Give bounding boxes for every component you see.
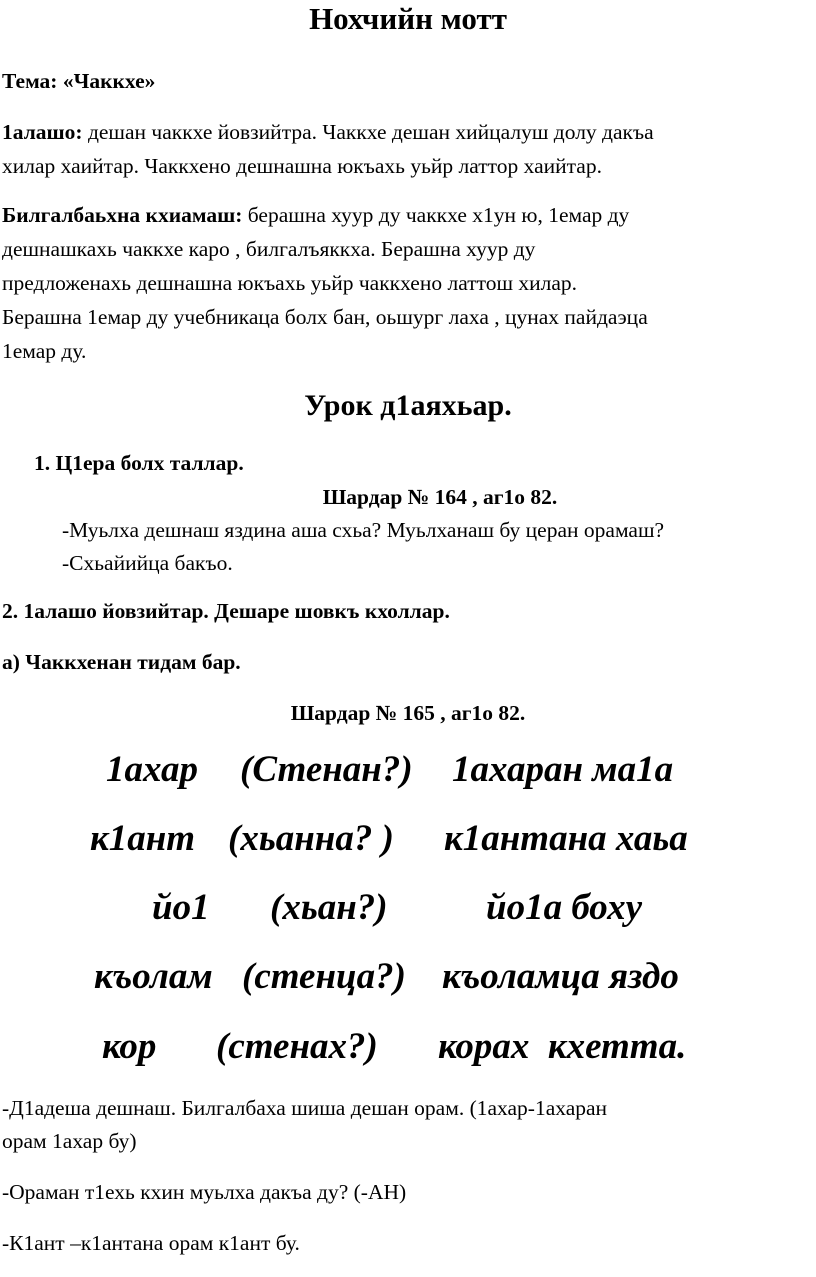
- word-form: к1антана хаьа: [444, 818, 688, 859]
- goal-text: дешан чаккхе йовзийтра. Чаккхе дешан хийцалуш долу дакъа: [82, 120, 654, 144]
- note-line1: -Д1адеша дешнаш. Билгалбаха шиша дешан орам. (1ахар-1ахаран: [2, 1096, 608, 1120]
- methods-line4: Берашна 1емар ду учебникаца болх бан, оьшург лаха , цунах пайдаэца: [2, 305, 648, 329]
- word-question: (стенца?): [242, 956, 406, 997]
- word-base: къолам: [94, 956, 213, 997]
- item1-label: 1. Ц1ера болх таллар.: [34, 451, 244, 475]
- item1-question2: -Схьайийца бакъо.: [62, 551, 233, 575]
- word-question: (Стенан?): [240, 749, 413, 790]
- item1-task: Шардар № 164 , аг1о 82.: [322, 485, 558, 509]
- goal-label: 1алашо:: [2, 120, 83, 144]
- methods-line3: предложенахь дешнашна юкъахь уьйр чаккхено латтош хилар.: [2, 271, 578, 295]
- item2-heading: 2. 1алашо йовзийтар. Дешаре шовкъ кхоллар.: [2, 599, 450, 623]
- methods-line1: [2, 198, 810, 232]
- word-form: къоламца яздо: [442, 956, 679, 997]
- goal-text-line2: хилар хаийтар. Чаккхено дешнашна юкъахь уьйр латтор хаийтар.: [2, 154, 602, 178]
- methods-line5: 1емар ду.: [2, 339, 87, 363]
- methods-line2: дешнашкахь чаккхе каро , билгалъяккха. Берашна хуур ду: [2, 237, 536, 261]
- word-question: (хьанна? ): [228, 818, 394, 859]
- item2a-heading: а) Чаккхенан тидам бар.: [2, 650, 241, 674]
- word-base: кор: [102, 1026, 157, 1067]
- note-line1-cont: орам 1ахар бу): [2, 1129, 137, 1153]
- word-form: 1ахаран ма1а: [452, 749, 674, 790]
- lesson-heading: Урок д1аяхьар.: [304, 389, 512, 422]
- word-base: 1ахар: [106, 749, 199, 790]
- word-form: корах кхетта.: [438, 1026, 687, 1067]
- item2-task: Шардар № 165 , аг1о 82.: [290, 701, 526, 725]
- note-line3: -К1ант –к1антана орам к1ант бу.: [2, 1231, 300, 1255]
- document-title: Нохчийн мотт: [309, 1, 507, 36]
- methods-label: Билгалбаьхна кхиамаш:: [2, 203, 243, 227]
- word-question: (хьан?): [270, 887, 388, 928]
- goal-paragraph: [2, 115, 810, 149]
- item1-question1: -Муьлха дешнаш яздина аша схьа? Муьлханаш бу церан орамаш?: [62, 518, 665, 542]
- word-base: йо1: [152, 887, 210, 928]
- topic-line: Тема: «Чаккхе»: [2, 69, 156, 93]
- word-form: йо1а боху: [486, 887, 642, 928]
- word-base: к1ант: [90, 818, 196, 859]
- note-line2: -Ораман т1ехь кхин муьлха дакъа ду? (-АН): [2, 1180, 407, 1204]
- methods-text: берашна хуур ду чаккхе х1ун ю, 1емар ду: [242, 203, 630, 227]
- word-question: (стенах?): [216, 1026, 378, 1067]
